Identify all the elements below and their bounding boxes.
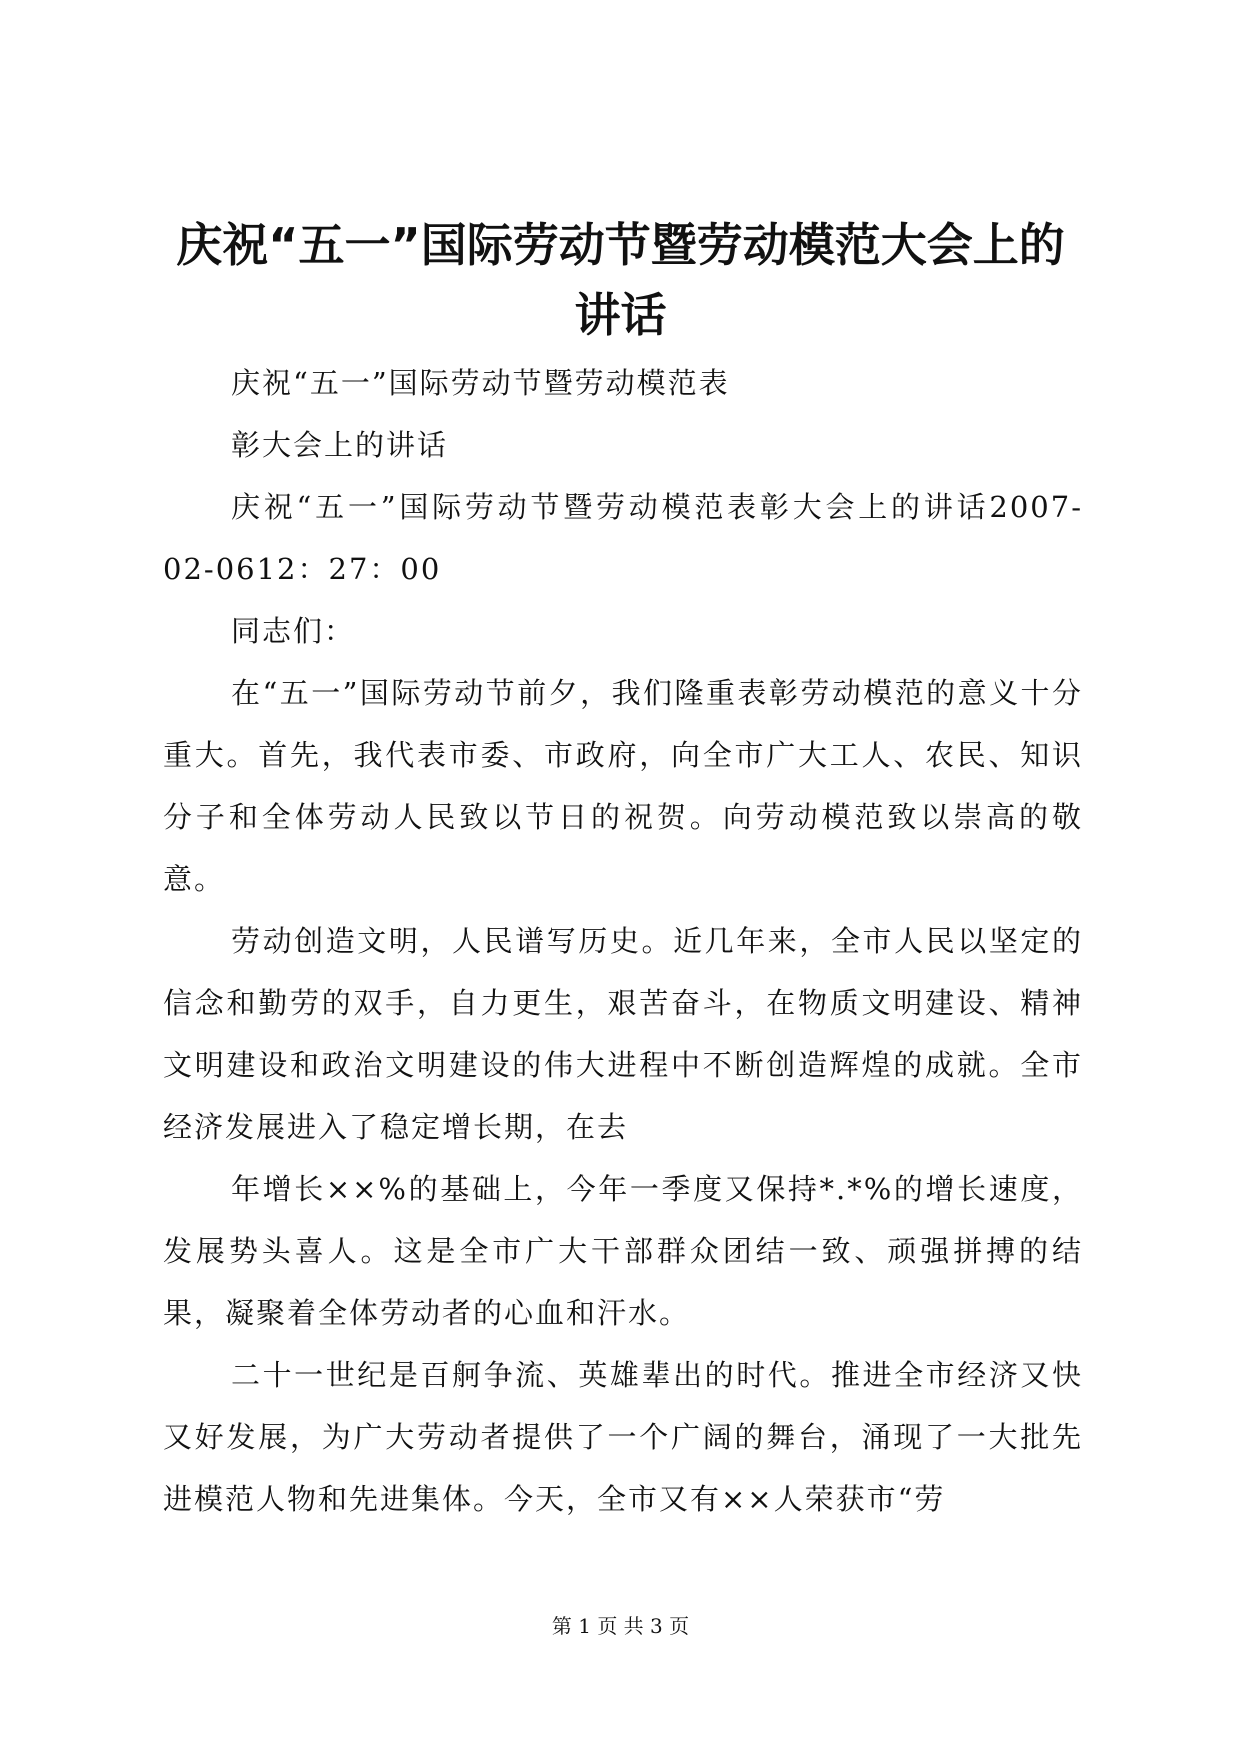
- title-line-1: 庆祝“五一”国际劳动节暨劳动模范大会上的: [176, 218, 1065, 272]
- paragraph: 彰大会上的讲话: [231, 428, 449, 462]
- paragraph: 年增长××%的基础上，今年一季度又保持*.*%的增长速度，发展势头喜人。这是全市广大干部群众团结一致、顽强拼搏的结果，凝聚着全体劳动者的心血和汗水。: [163, 1172, 1083, 1330]
- paragraph: 庆祝“五一”国际劳动节暨劳动模范表彰大会上的讲话2007-02-0612：27：00: [163, 490, 1083, 586]
- paragraph: 同志们：: [231, 614, 356, 648]
- page-footer: 第 1 页 共 3 页: [551, 1614, 690, 1638]
- document-title: [150, 210, 1091, 350]
- paragraph: 庆祝“五一”国际劳动节暨劳动模范表: [231, 366, 730, 400]
- paragraph: 在“五一”国际劳动节前夕，我们隆重表彰劳动模范的意义十分重大。首先，我代表市委、市政府，向全市广大工人、农民、知识分子和全体劳动人民致以节日的祝贺。向劳动模范致以崇高的敬意。: [163, 676, 1083, 896]
- document-body: [163, 352, 1083, 1530]
- paragraph: 劳动创造文明，人民谱写历史。近几年来，全市人民以坚定的信念和勤劳的双手，自力更生，艰苦奋斗，在物质文明建设、精神文明建设和政治文明建设的伟大进程中不断创造辉煌的成就。全市经济发展进入了稳定增长期，在去: [163, 924, 1083, 1144]
- title-line-2: 讲话: [574, 288, 667, 342]
- paragraph: 二十一世纪是百舸争流、英雄辈出的时代。推进全市经济又快又好发展，为广大劳动者提供了一个广阔的舞台，涌现了一大批先进模范人物和先进集体。今天，全市又有××人荣获市“劳: [163, 1358, 1083, 1516]
